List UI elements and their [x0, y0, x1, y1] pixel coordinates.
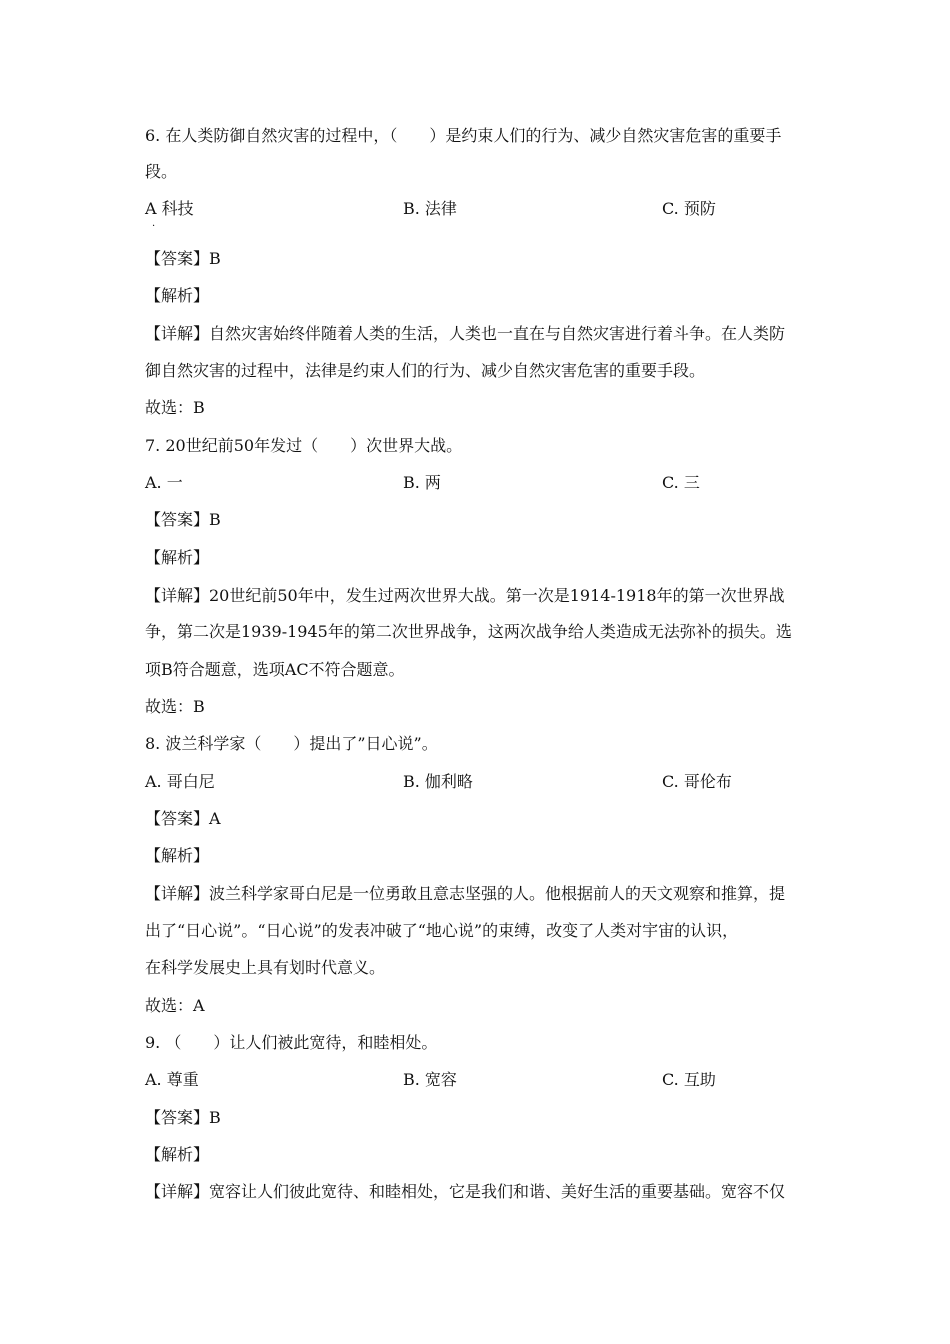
- question-7-stem: 7. 20世纪前50年发过（ ）次世界大战。: [145, 436, 463, 455]
- question-8-stem: 8. 波兰科学家（ ）提出了”日心说”。: [145, 734, 438, 753]
- question-9-options: [145, 1070, 815, 1090]
- question-8-detail-line-3: 在科学发展史上具有划时代意义。: [145, 958, 386, 977]
- question-9-option-c: C. 互助: [662, 1070, 716, 1089]
- question-6-option-c: C. 预防: [662, 199, 716, 218]
- question-6-choice: 故选：B: [145, 398, 205, 417]
- question-6-stem-line-2: 段。: [145, 162, 178, 181]
- question-9-analysis-label: 【解析】: [145, 1145, 210, 1164]
- question-8-choice: 故选：A: [145, 996, 205, 1015]
- question-7-options: [145, 473, 815, 493]
- question-6-stem-line-1: 6. 在人类防御自然灾害的过程中，（ ）是约束人们的行为、减少自然灾害危害的重要手: [145, 126, 782, 145]
- question-8-answer: 【答案】A: [145, 809, 221, 828]
- question-7-analysis-label: 【解析】: [145, 548, 210, 567]
- question-7-option-c: C. 三: [662, 473, 700, 492]
- question-6-option-a: A 科技: [145, 199, 194, 218]
- question-7-option-a: A. 一: [145, 473, 183, 492]
- question-8-options: [145, 772, 815, 792]
- question-8-option-b: B. 伽利略: [403, 772, 473, 791]
- question-7-option-b: B. 两: [403, 473, 441, 492]
- question-9-detail-line-1: 【详解】宽容让人们彼此宽待、和睦相处，它是我们和谐、美好生活的重要基础。宽容不仅: [145, 1182, 786, 1201]
- question-6-detail-line-1: 【详解】自然灾害始终伴随着人类的生活，人类也一直在与自然灾害进行着斗争。在人类防: [145, 324, 786, 343]
- question-9-answer: 【答案】B: [145, 1108, 221, 1127]
- question-6-options: [145, 199, 815, 219]
- question-6-detail-line-2: 御自然灾害的过程中，法律是约束人们的行为、减少自然灾害危害的重要手段。: [145, 361, 706, 380]
- question-7-detail-line-1: 【详解】20世纪前50年中，发生过两次世界大战。第一次是1914-1918年的第一次世界战: [145, 586, 785, 605]
- question-8-detail-line-2: 出了“日心说”。“日心说”的发表冲破了“地心说”的束缚，改变了人类对宇宙的认识，: [145, 921, 739, 940]
- question-7-detail-line-3: 项B符合题意，选项AC不符合题意。: [145, 660, 405, 679]
- question-7-choice: 故选：B: [145, 697, 205, 716]
- question-9-option-a: A. 尊重: [145, 1070, 199, 1089]
- question-8-detail-line-1: 【详解】波兰科学家哥白尼是一位勇敢且意志坚强的人。他根据前人的天文观察和推算，提: [145, 884, 786, 903]
- question-6-answer: 【答案】B: [145, 249, 221, 268]
- question-6-analysis-label: 【解析】: [145, 286, 210, 305]
- question-9-option-b: B. 宽容: [403, 1070, 457, 1089]
- question-9-stem: 9. （ ）让人们被此宽待，和睦相处。: [145, 1033, 438, 1052]
- question-8-option-a: A. 哥白尼: [145, 772, 215, 791]
- option-mark: ·: [152, 221, 156, 232]
- question-6-option-b: B. 法律: [403, 199, 457, 218]
- question-8-analysis-label: 【解析】: [145, 846, 210, 865]
- question-7-answer: 【答案】B: [145, 510, 221, 529]
- question-7-detail-line-2: 争，第二次是1939-1945年的第二次世界战争，这两次战争给人类造成无法弥补的损失。选: [145, 622, 792, 641]
- question-8-option-c: C. 哥伦布: [662, 772, 732, 791]
